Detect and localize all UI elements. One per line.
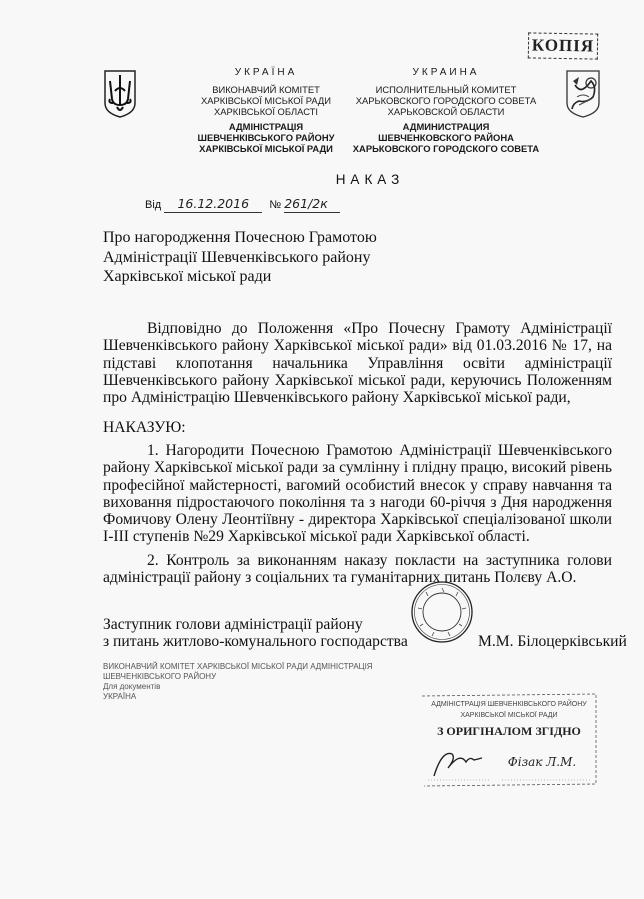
order-subject bbox=[103, 228, 377, 287]
subject-line: Адміністрації Шевченківського району bbox=[103, 248, 371, 266]
seal-bottom-text: УКРАЇНА bbox=[103, 692, 137, 701]
header-bold-line: АДМИНИСТРАЦИЯ bbox=[402, 121, 490, 132]
header-line: ХАРКІВСЬКОЇ ОБЛАСТІ bbox=[214, 106, 318, 117]
header-bold-line: ШЕВЧЕНКІВСЬКОГО РАЙОНУ bbox=[197, 132, 335, 143]
preamble-paragraph: Відповідно до Положення «Про Почесну Грамоту Адміністрації Шевченківського району Харківської міської ради» від 01.03.2016 № 17, на підставі клопотання начальника Управління освіти адміністрації Шевченківського району Харківської міської ради, керуючись Положенням про Адміністрацію Шевченківського району Харківської міської ради, bbox=[103, 320, 612, 407]
header-bold-line: ХАРЬКОВСКОГО ГОРОДСКОГО СОВЕТА bbox=[352, 143, 540, 154]
number-label: № bbox=[269, 199, 282, 211]
order-date-number-row bbox=[145, 196, 340, 213]
header-left bbox=[186, 67, 346, 154]
trident-coat-of-arms-icon bbox=[103, 69, 137, 119]
country-name-ua: УКРАЇНА bbox=[234, 67, 298, 78]
subject-line: Про нагородження Почесною Грамотою bbox=[103, 229, 377, 246]
position-line: Заступник голови адміністрації району bbox=[103, 616, 363, 633]
header-bold-line: АДМІНІСТРАЦІЯ bbox=[228, 121, 304, 132]
cert-handwritten-name: Фізак Л.М. bbox=[507, 755, 577, 769]
cert-main-text: З ОРИГІНАЛОМ ЗГІДНО bbox=[437, 724, 581, 738]
order-title: НАКАЗ bbox=[335, 172, 405, 187]
country-name-ru: УКРАИНА bbox=[412, 67, 480, 78]
order-number: 261/2к bbox=[284, 196, 340, 213]
header-right bbox=[352, 67, 540, 154]
seal-center-text: Для документів bbox=[103, 682, 161, 691]
header-bold-line: ШЕВЧЕНКОВСКОГО РАЙОНА bbox=[378, 132, 514, 143]
copy-stamp: КОПІЯ bbox=[528, 32, 598, 59]
order-item-2: 2. Контроль за виконанням наказу покласти на заступника голови адміністрації району з соціальних та гуманітарних питань Полєву А.О. bbox=[103, 552, 612, 587]
certification-stamp bbox=[420, 692, 598, 788]
seal-ring-text: ВИКОНАВЧИЙ КОМІТЕТ ХАРКІВСЬКОЇ МІСЬКОЇ РАДИ АДМІНІСТРАЦІЯ ШЕВЧЕНКІВСЬКОГО РАЙОНУ bbox=[103, 662, 373, 681]
header-line: ХАРКІВСЬКОЇ МІСЬКОЇ РАДИ bbox=[200, 95, 332, 106]
header-line: ХАРЬКОВСКОГО ГОРОДСКОГО СОВЕТА bbox=[355, 95, 537, 106]
order-date: 16.12.2016 bbox=[164, 196, 262, 213]
header-bold-line: ХАРКІВСЬКОЇ МІСЬКОЇ РАДИ bbox=[199, 143, 333, 154]
date-label: Від bbox=[145, 199, 162, 211]
official-round-seal bbox=[410, 580, 474, 680]
seal-text-block bbox=[103, 662, 403, 702]
subject-line: Харківської міської ради bbox=[103, 268, 272, 285]
header-line: ВИКОНАВЧИЙ КОМІТЕТ bbox=[212, 84, 320, 95]
handwritten-signature-icon bbox=[434, 753, 482, 776]
position-line: з питань житлово-комунального господарства bbox=[103, 632, 408, 650]
kharkiv-coat-of-arms-icon bbox=[565, 69, 601, 119]
signatory-name: М.М. Білоцерківський bbox=[478, 633, 627, 650]
cert-org-line: АДМІНІСТРАЦІЯ ШЕВЧЕНКІВСЬКОГО РАЙОНУ bbox=[431, 701, 587, 708]
signatory-position bbox=[103, 617, 408, 650]
order-item-1: 1. Нагородити Почесною Грамотою Адміністрації Шевченківського району Харківської міської ради за сумлінну і плідну працю, високий рівень професійної майстерності, вагомий особистий внесок у справу навчання та виховання підростаючого покоління та з нагоди 60-річчя з Дня народження Фомичову Олену Леонтіївну - директора Харківської спеціалізованої школи І-ІІІ ступенів №29 Харківської міської ради Харківської області. bbox=[103, 442, 612, 546]
header-line: ИСПОЛНИТЕЛЬНЫЙ КОМИТЕТ bbox=[375, 84, 517, 95]
header-line: ХАРЬКОВСКОЙ ОБЛАСТИ bbox=[387, 106, 505, 117]
cert-org-line: ХАРКІВСЬКОЇ МІСЬКОЇ РАДИ bbox=[460, 712, 558, 719]
directive-heading: НАКАЗУЮ: bbox=[103, 419, 186, 436]
